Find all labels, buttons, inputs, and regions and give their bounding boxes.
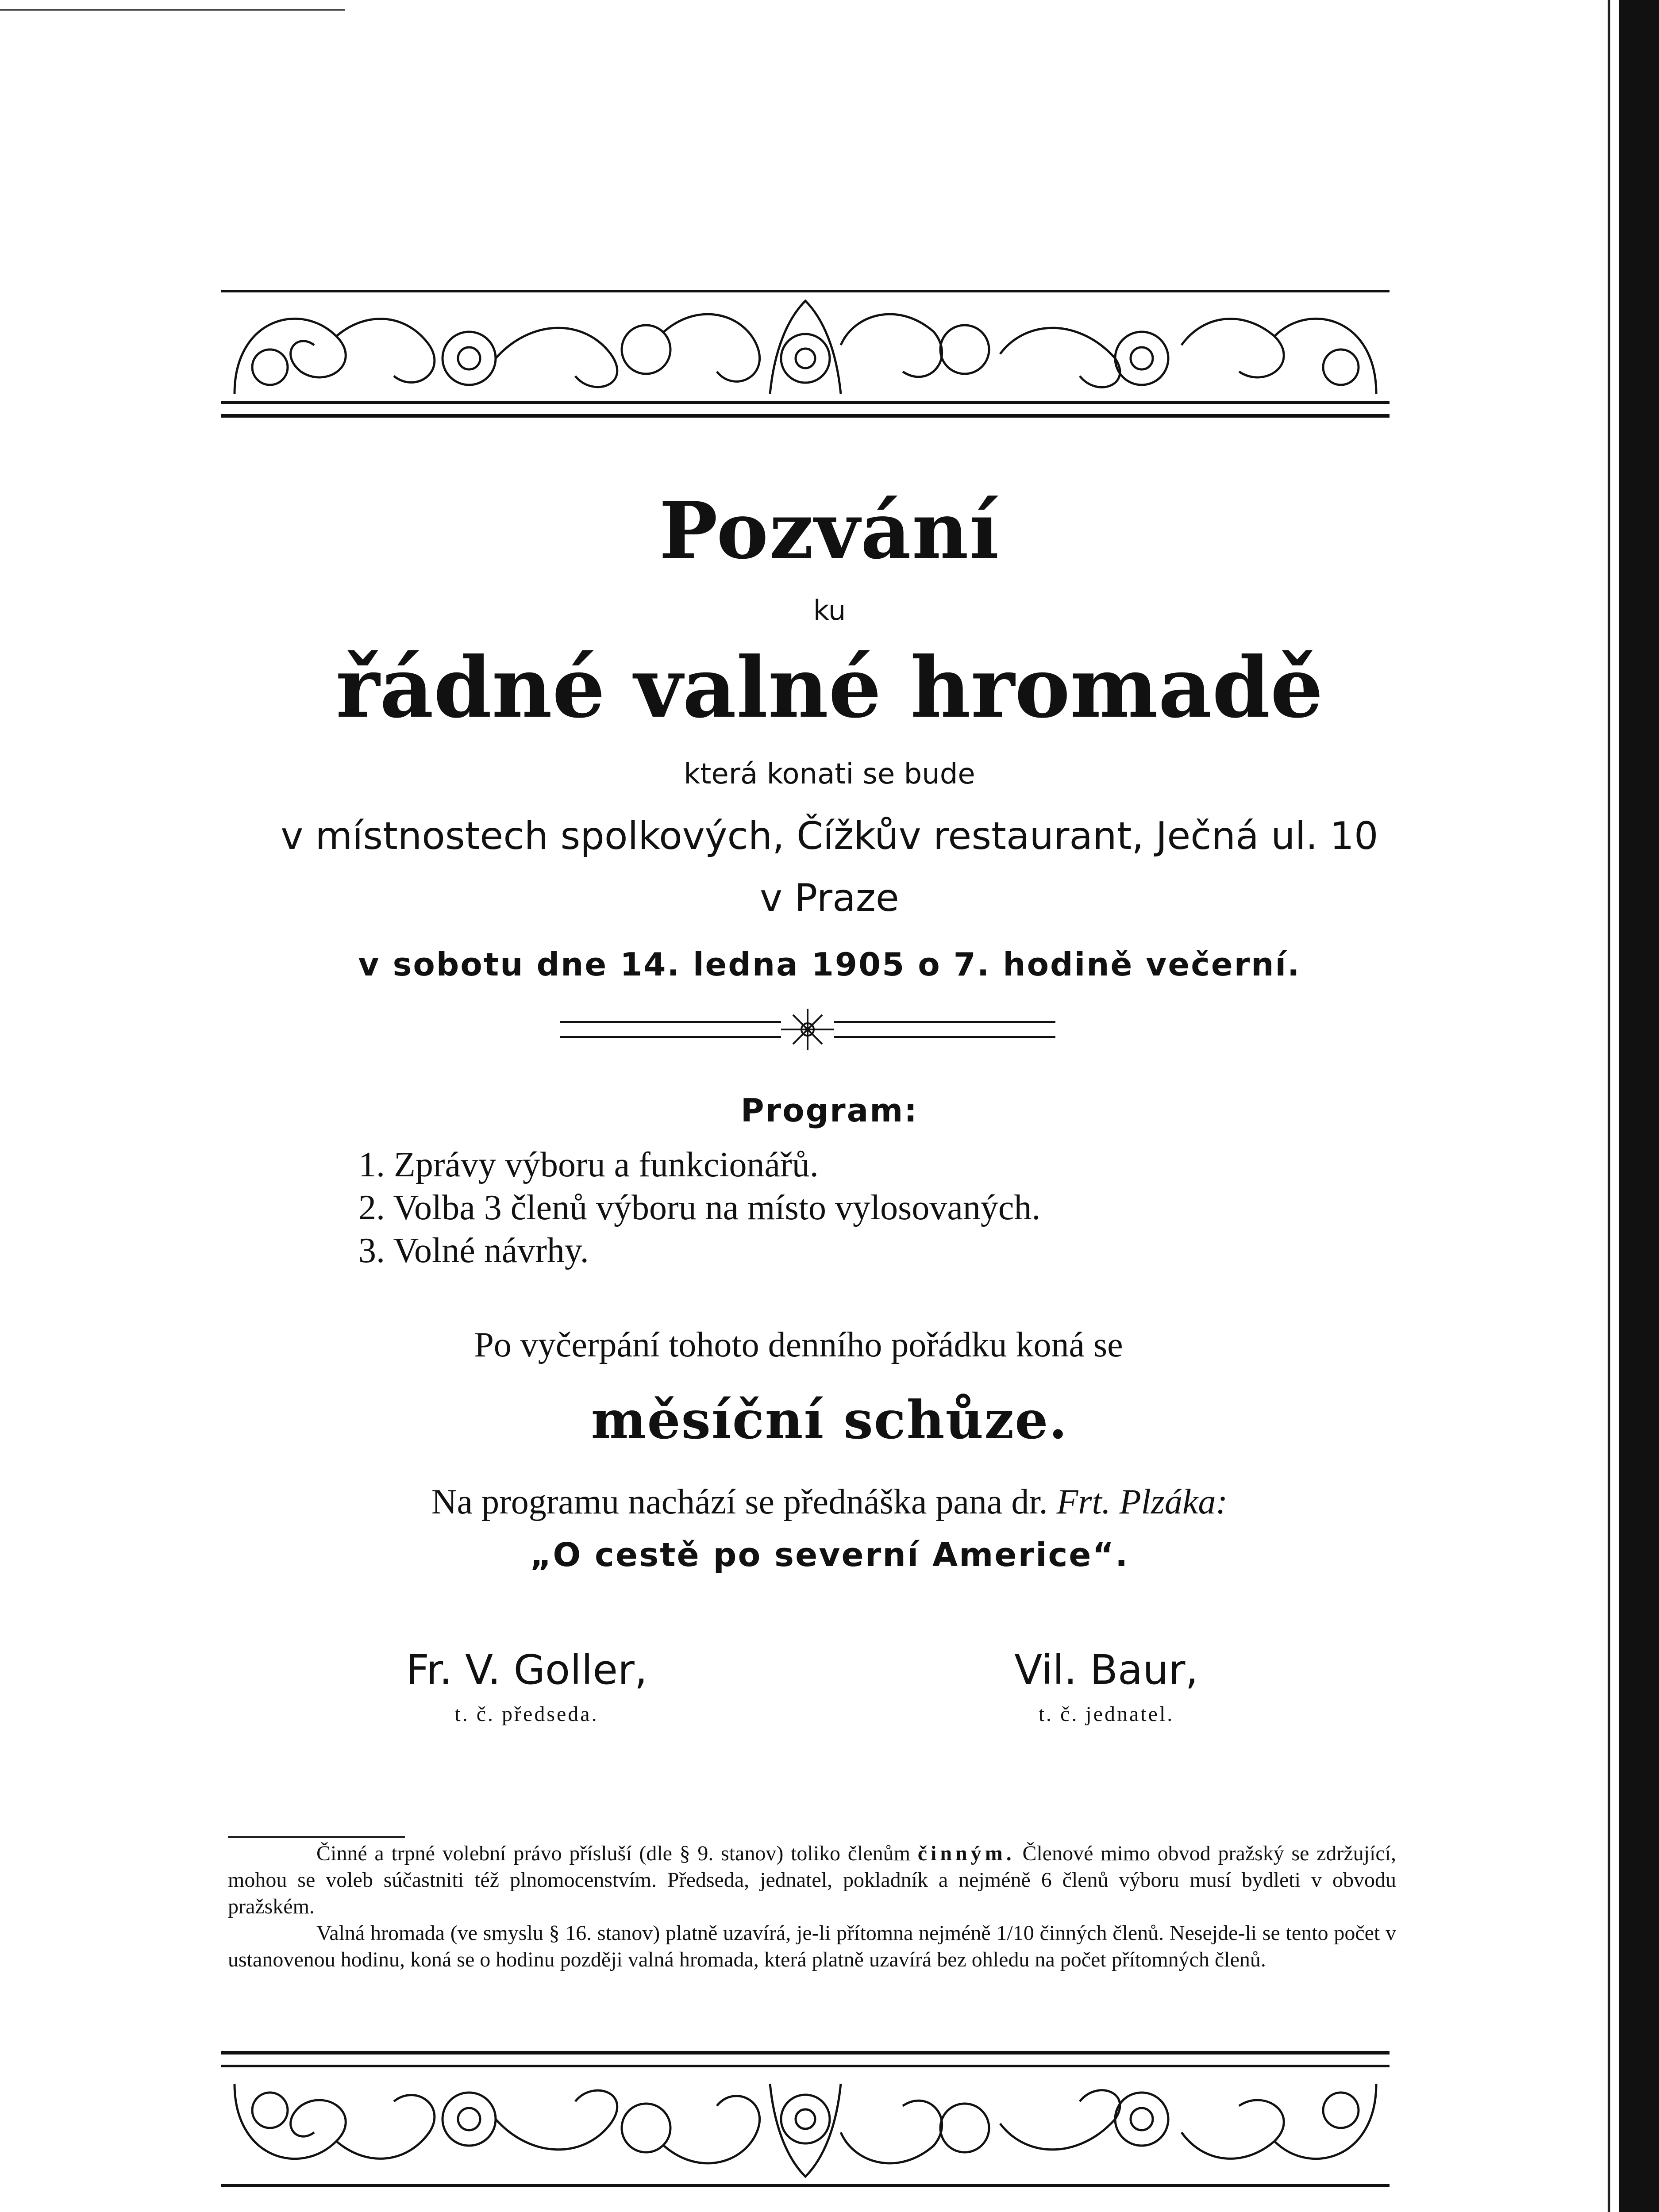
invitation-title: Pozvání — [659, 485, 1000, 576]
venue-line: v místnostech spolkových, Čížkův restaurant, Ječná ul. 10 — [281, 814, 1378, 858]
signature-name: Fr. V. Goller, — [405, 1646, 648, 1694]
footnote — [228, 1840, 1396, 1973]
city-line: v Praze — [760, 876, 899, 920]
lecture-title: „O cestě po severní Americe“. — [530, 1536, 1129, 1574]
date-line: v sobotu dne 14. ledna 1905 o 7. hodině večerní. — [358, 946, 1301, 983]
footnote-paragraph: Valná hromada (ve smyslu § 16. stanov) platně uzavírá, je-li přítomna nejméně 1/10 činných členů. Nesejde-li se tento počet v ustanovenou hodinu, koná se o hodinu později valná hromada, která platně uzavírá bez ohledu na počet přítomných členů. — [228, 1921, 1396, 1971]
footnote-emphasis: činným. — [917, 1842, 1015, 1865]
top-ornamental-border — [221, 283, 1390, 425]
meeting-headline: řádné valné hromadě — [335, 639, 1324, 737]
lecture-speaker: Frt. Plzáka: — [1056, 1482, 1228, 1521]
program-item: 1. Zprávy výboru a funkcionářů. — [358, 1145, 819, 1184]
footnote-rule — [228, 1836, 405, 1838]
program-item: 3. Volné návrhy. — [358, 1231, 589, 1270]
footnote-paragraph — [228, 1840, 1396, 1920]
bottom-ornamental-border — [221, 2044, 1390, 2194]
signature-secretary — [965, 1641, 1248, 1730]
title-connector: ku — [813, 594, 846, 626]
lecture-line — [0, 1478, 1659, 1526]
signature-role: t. č. předseda. — [454, 1702, 599, 1726]
ornamental-divider — [560, 1005, 1055, 1054]
footnote-text: Členové mimo obvod pražský se zdržující, mohou se voleb súčastniti též plnomocenstvím. Předseda, jednatel, pokladník a nejméně 6 členů výboru musí bydleti v obvodu pražském. — [228, 1842, 1397, 1918]
monthly-meeting-heading: měsíční schůze. — [591, 1389, 1068, 1451]
program-list — [358, 1144, 1040, 1272]
lecture-intro: Na programu nachází se přednáška pana dr. — [431, 1482, 1048, 1521]
signature-chairman — [376, 1641, 677, 1730]
program-heading: Program: — [740, 1092, 919, 1129]
subheading: která konati se bude — [684, 758, 975, 791]
after-program-text: Po vyčerpání tohoto denního pořádku koná se — [474, 1325, 1123, 1364]
signature-name: Vil. Baur, — [1014, 1646, 1198, 1694]
program-item: 2. Volba 3 členů výboru na místo vylosovaných. — [358, 1188, 1041, 1227]
signature-role: t. č. jednatel. — [1038, 1702, 1174, 1726]
footnote-text: Činné a trpné volební právo přísluší (dle § 9. stanov) toliko členům — [316, 1842, 911, 1865]
page-top-mark — [0, 0, 345, 11]
